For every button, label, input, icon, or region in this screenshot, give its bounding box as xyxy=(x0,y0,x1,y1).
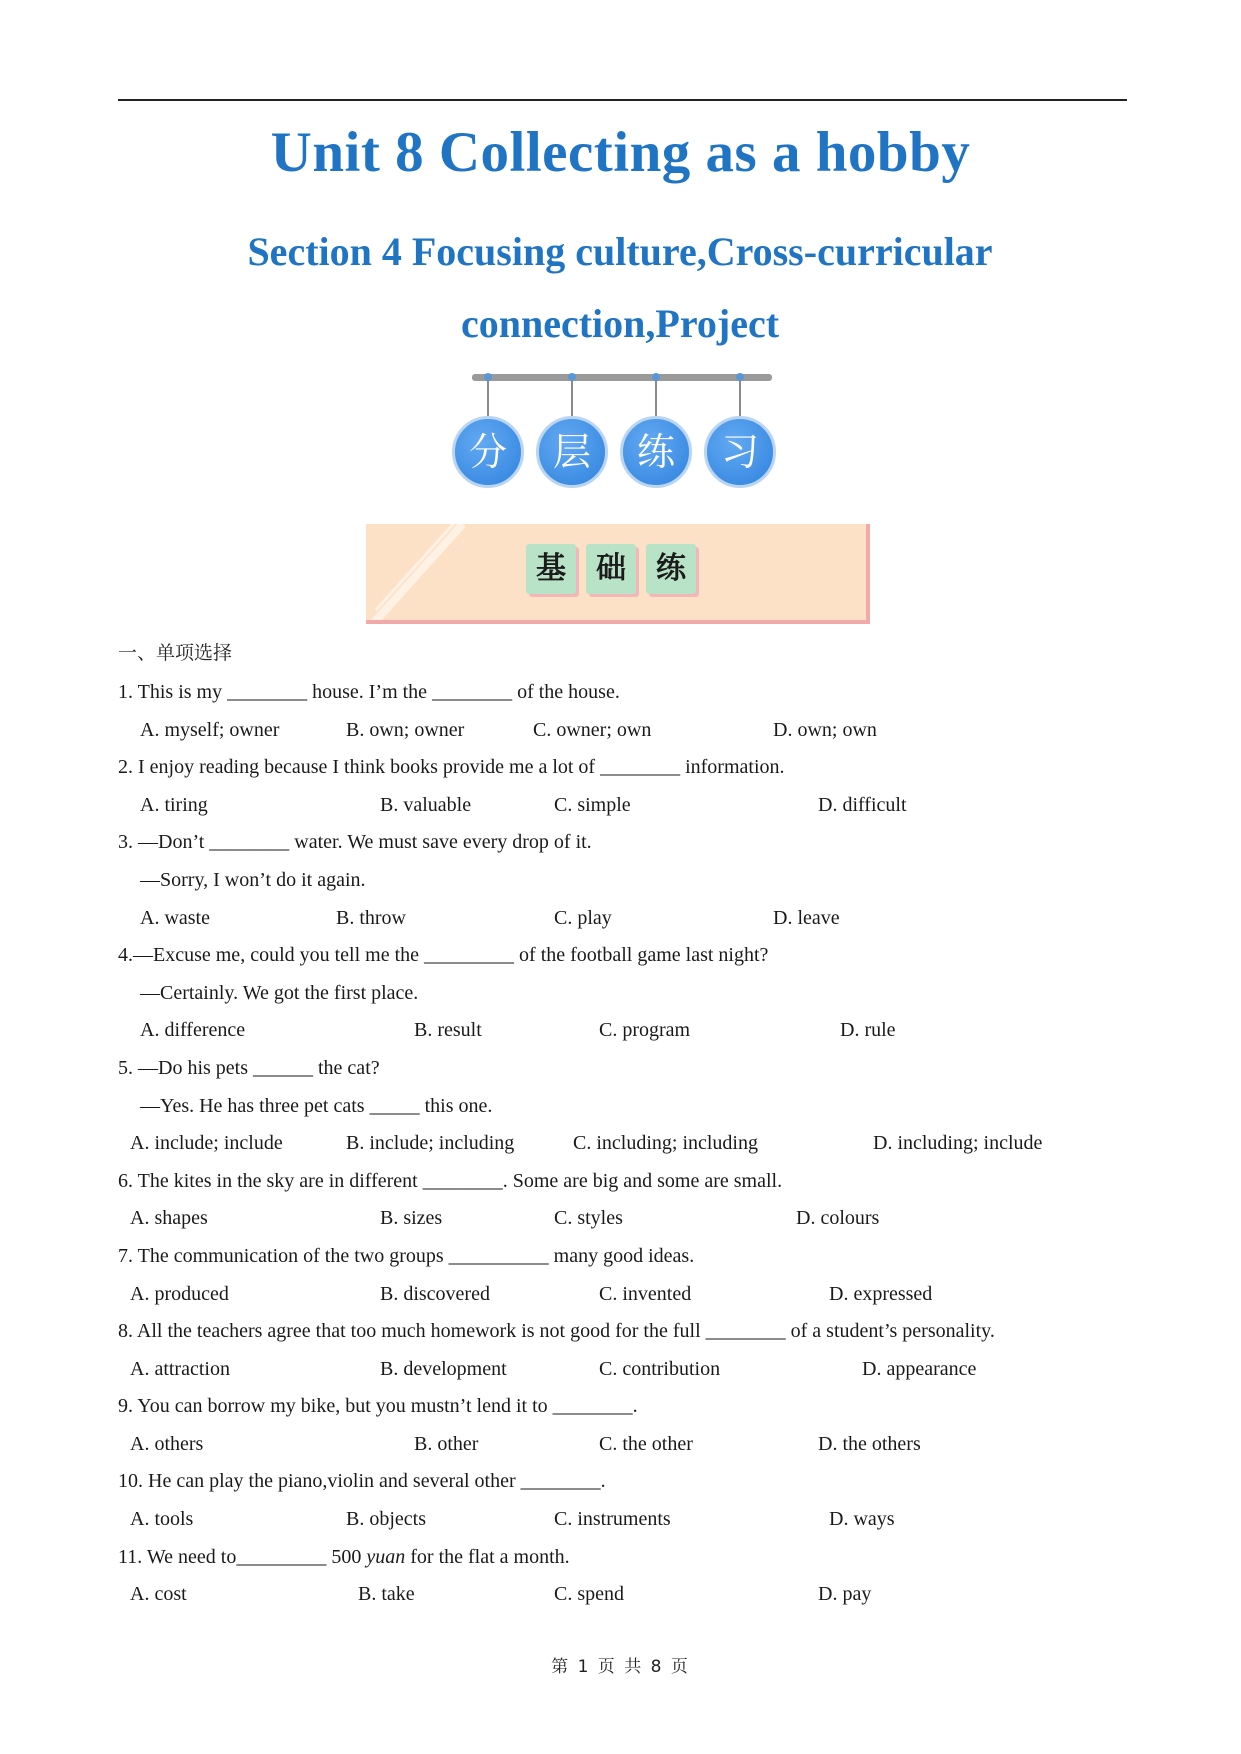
question-item xyxy=(118,1238,1128,1313)
option-c[interactable]: C. invented xyxy=(599,1282,692,1305)
page-subtitle: Section 4 Focusing culture,Cross-curricular connection,Project xyxy=(247,229,993,346)
option-d[interactable]: D. the others xyxy=(818,1432,921,1455)
option-c[interactable]: C. the other xyxy=(599,1432,693,1455)
option-a[interactable]: A. include; include xyxy=(130,1132,283,1155)
question-item xyxy=(118,937,1128,1050)
option-d[interactable]: D. difficult xyxy=(818,793,907,816)
page-title: Unit 8 Collecting as a hobby xyxy=(270,121,971,184)
banner-pin xyxy=(568,373,576,381)
layered-practice-banner xyxy=(450,374,790,504)
option-b[interactable]: B. objects xyxy=(346,1508,426,1531)
basic-practice-panel xyxy=(366,524,870,624)
question-stem: 6. The kites in the sky are in different ________. Some are big and some are small. xyxy=(118,1169,783,1192)
option-a[interactable]: A. attraction xyxy=(130,1357,230,1380)
option-b[interactable]: B. discovered xyxy=(380,1282,490,1305)
banner-string xyxy=(739,378,741,418)
panel-highlight xyxy=(366,524,466,624)
question-item xyxy=(118,824,1128,937)
option-row xyxy=(118,787,1128,825)
dialogue-reply: —Yes. He has three pet cats _____ this one. xyxy=(140,1094,493,1117)
banner-string xyxy=(571,378,573,418)
option-c[interactable]: C. owner; own xyxy=(533,718,652,741)
question-stem: 7. The communication of the two groups __________ many good ideas. xyxy=(118,1244,695,1267)
header-rule xyxy=(118,99,1127,101)
option-b[interactable]: B. own; owner xyxy=(346,718,465,741)
option-b[interactable]: B. development xyxy=(380,1357,507,1380)
option-c[interactable]: C. play xyxy=(554,906,612,929)
question-item xyxy=(118,674,1128,749)
panel-tile: 练 xyxy=(646,544,696,594)
option-row xyxy=(118,1125,1128,1163)
question-stem: 8. All the teachers agree that too much homework is not good for the full ________ of a student’s personality. xyxy=(118,1320,995,1343)
panel-tile: 基 xyxy=(526,544,576,594)
question-stem: 9. You can borrow my bike, but you mustn’t lend it to ________. xyxy=(118,1395,638,1418)
option-row xyxy=(118,712,1128,750)
option-a[interactable]: A. others xyxy=(130,1432,204,1455)
question-stem: 10. He can play the piano,violin and several other ________. xyxy=(118,1470,606,1493)
option-a[interactable]: A. shapes xyxy=(130,1207,208,1230)
option-a[interactable]: A. tiring xyxy=(140,793,208,816)
option-d[interactable]: D. expressed xyxy=(829,1282,933,1305)
option-d[interactable]: D. including; include xyxy=(873,1132,1043,1155)
question-item xyxy=(118,749,1128,824)
option-d[interactable]: D. own; own xyxy=(773,718,877,741)
option-b[interactable]: B. take xyxy=(358,1583,415,1606)
banner-circle: 层 xyxy=(536,416,608,488)
option-c[interactable]: C. simple xyxy=(554,793,631,816)
question-stem: 5. —Do his pets ______ the cat? xyxy=(118,1056,380,1079)
option-d[interactable]: D. colours xyxy=(796,1207,880,1230)
option-row xyxy=(118,1576,1128,1614)
dialogue-reply: —Certainly. We got the first place. xyxy=(140,981,419,1004)
option-b[interactable]: B. include; including xyxy=(346,1132,515,1155)
question-stem: 1. This is my ________ house. I’m the ________ of the house. xyxy=(118,681,620,703)
banner-pin xyxy=(652,373,660,381)
option-d[interactable]: D. ways xyxy=(829,1508,895,1531)
question-stem: 11. We need to_________ 500 yuan for the flat a month. xyxy=(118,1545,570,1568)
option-b[interactable]: B. sizes xyxy=(380,1207,443,1230)
banner-circle: 习 xyxy=(704,416,776,488)
option-b[interactable]: B. valuable xyxy=(380,793,472,816)
option-c[interactable]: C. program xyxy=(599,1019,691,1042)
banner-bar xyxy=(472,374,772,381)
option-c[interactable]: C. spend xyxy=(554,1583,624,1606)
section-heading: 一、单项选择 xyxy=(118,642,233,664)
exercise-content xyxy=(118,632,1128,1614)
question-stem: 2. I enjoy reading because I think books provide me a lot of ________ information. xyxy=(118,756,785,779)
question-item xyxy=(118,1539,1128,1614)
banner-pin xyxy=(484,373,492,381)
option-row xyxy=(118,1501,1128,1539)
option-b[interactable]: B. throw xyxy=(336,906,406,929)
option-row xyxy=(118,1200,1128,1238)
question-item xyxy=(118,1163,1128,1238)
option-d[interactable]: D. leave xyxy=(773,906,840,929)
question-stem: 3. —Don’t ________ water. We must save every drop of it. xyxy=(118,831,592,854)
panel-tile: 础 xyxy=(586,544,636,594)
option-row xyxy=(118,1351,1128,1389)
option-c[interactable]: C. instruments xyxy=(554,1508,671,1531)
banner-string xyxy=(655,378,657,418)
option-b[interactable]: B. result xyxy=(414,1019,482,1042)
option-c[interactable]: C. styles xyxy=(554,1207,623,1230)
question-item xyxy=(118,1388,1128,1463)
option-c[interactable]: C. contribution xyxy=(599,1357,721,1380)
option-c[interactable]: C. including; including xyxy=(573,1132,758,1155)
option-d[interactable]: D. appearance xyxy=(862,1357,977,1380)
option-row xyxy=(118,1426,1128,1464)
option-row xyxy=(118,900,1128,938)
question-item xyxy=(118,1463,1128,1538)
option-d[interactable]: D. pay xyxy=(818,1583,872,1606)
question-list xyxy=(118,674,1128,1614)
option-a[interactable]: A. tools xyxy=(130,1508,194,1531)
question-item xyxy=(118,1050,1128,1163)
banner-circle: 分 xyxy=(452,416,524,488)
dialogue-reply: —Sorry, I won’t do it again. xyxy=(140,868,366,891)
option-a[interactable]: A. cost xyxy=(130,1583,187,1606)
page-footer: 第 1 页 共 8 页 xyxy=(551,1657,690,1677)
option-a[interactable]: A. waste xyxy=(140,906,210,929)
option-a[interactable]: A. myself; owner xyxy=(140,718,280,741)
option-row xyxy=(118,1012,1128,1050)
option-a[interactable]: A. produced xyxy=(130,1282,229,1305)
option-a[interactable]: A. difference xyxy=(140,1019,246,1042)
question-stem: 4.—Excuse me, could you tell me the _________ of the football game last night? xyxy=(118,944,769,967)
question-item xyxy=(118,1313,1128,1388)
option-d[interactable]: D. rule xyxy=(840,1019,896,1042)
banner-string xyxy=(487,378,489,418)
banner-circle: 练 xyxy=(620,416,692,488)
option-b[interactable]: B. other xyxy=(414,1432,479,1455)
option-row xyxy=(118,1276,1128,1314)
banner-pin xyxy=(736,373,744,381)
